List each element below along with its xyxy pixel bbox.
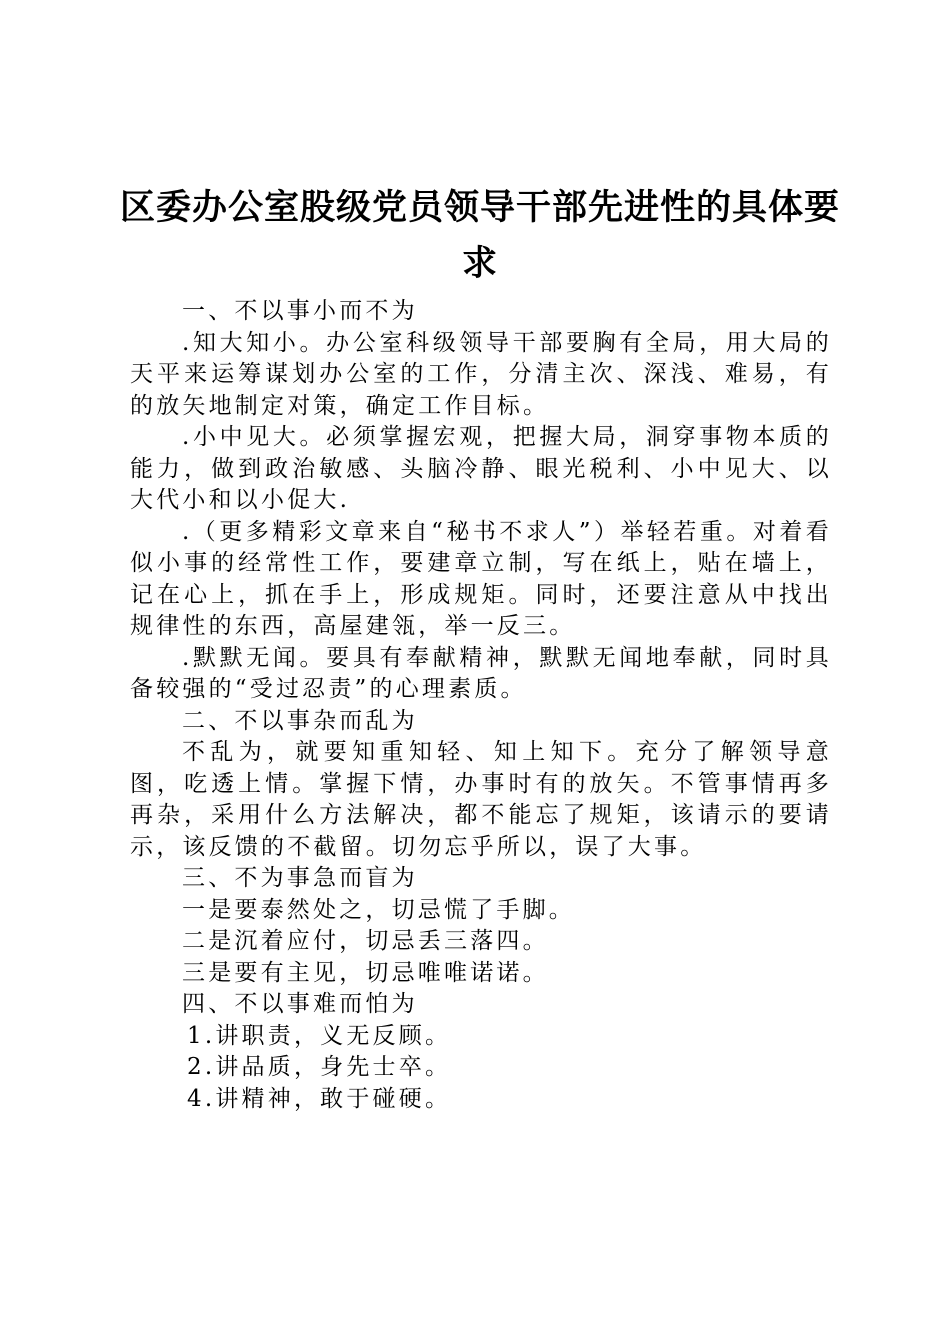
list-item-1: 一是要泰然处之，切忌慌了手脚。 [182, 896, 575, 923]
numbered-item-2: 2.讲品质，身先士卒。 [187, 1054, 452, 1080]
section-heading-2: 二、不以事杂而乱为 [182, 707, 418, 734]
paragraph-juqing-ruozhong: .（更多精彩文章来自“秘书不求人”）举轻若重。对着看似小事的经常性工作，要建章立制，写在纸上，贴在墙上，记在心上，抓在手上，形成规矩。同时，还要注意从中找出规律性的东西，高屋建瓴，举一反三。 [130, 518, 832, 639]
section-heading-1: 一、不以事小而不为 [182, 298, 418, 324]
paragraph-zhida-zhixiao: .知大知小。办公室科级领导干部要胸有全局，用大局的天平来运筹谋划办公室的工作，分清主次、深浅、难易，有的放矢地制定对策，确定工作目标。 [130, 329, 832, 419]
document-title: 区委办公室股级党员领导干部先进性的具体要求 [120, 188, 841, 284]
paragraph-xiaozhong-jianda: .小中见大。必须掌握宏观，把握大局，洞穿事物本质的能力，做到政治敏感、头脑冷静、眼光税利、小中见大、以大代小和以小促大. [130, 424, 832, 513]
numbered-item-1: 1.讲职责，义无反顾。 [187, 1022, 452, 1049]
paragraph-momo-wuwen: .默默无闻。要具有奉献精神，默默无闻地奉献，同时具备较强的“受过忍责”的心理素质。 [130, 644, 832, 702]
document-body [130, 296, 832, 1115]
section-heading-4: 四、不以事难而怕为 [182, 991, 418, 1017]
list-item-3: 三是要有主见，切忌唯唯诺诺。 [182, 959, 549, 986]
list-item-2: 二是沉着应付，切忌丢三落四。 [182, 928, 549, 954]
numbered-item-3: 4.讲精神，敢于碰硬。 [187, 1085, 452, 1112]
section-heading-3: 三、不为事急而盲为 [182, 865, 418, 891]
paragraph-buluanwei: 不乱为，就要知重知轻、知上知下。充分了解领导意图，吃透上情。掌握下情，办事时有的放矢。不管事情再多再杂，采用什么方法解决，都不能忘了规矩，该请示的要请示，该反馈的不截留。切勿忘乎所以，误了大事。 [130, 739, 832, 860]
